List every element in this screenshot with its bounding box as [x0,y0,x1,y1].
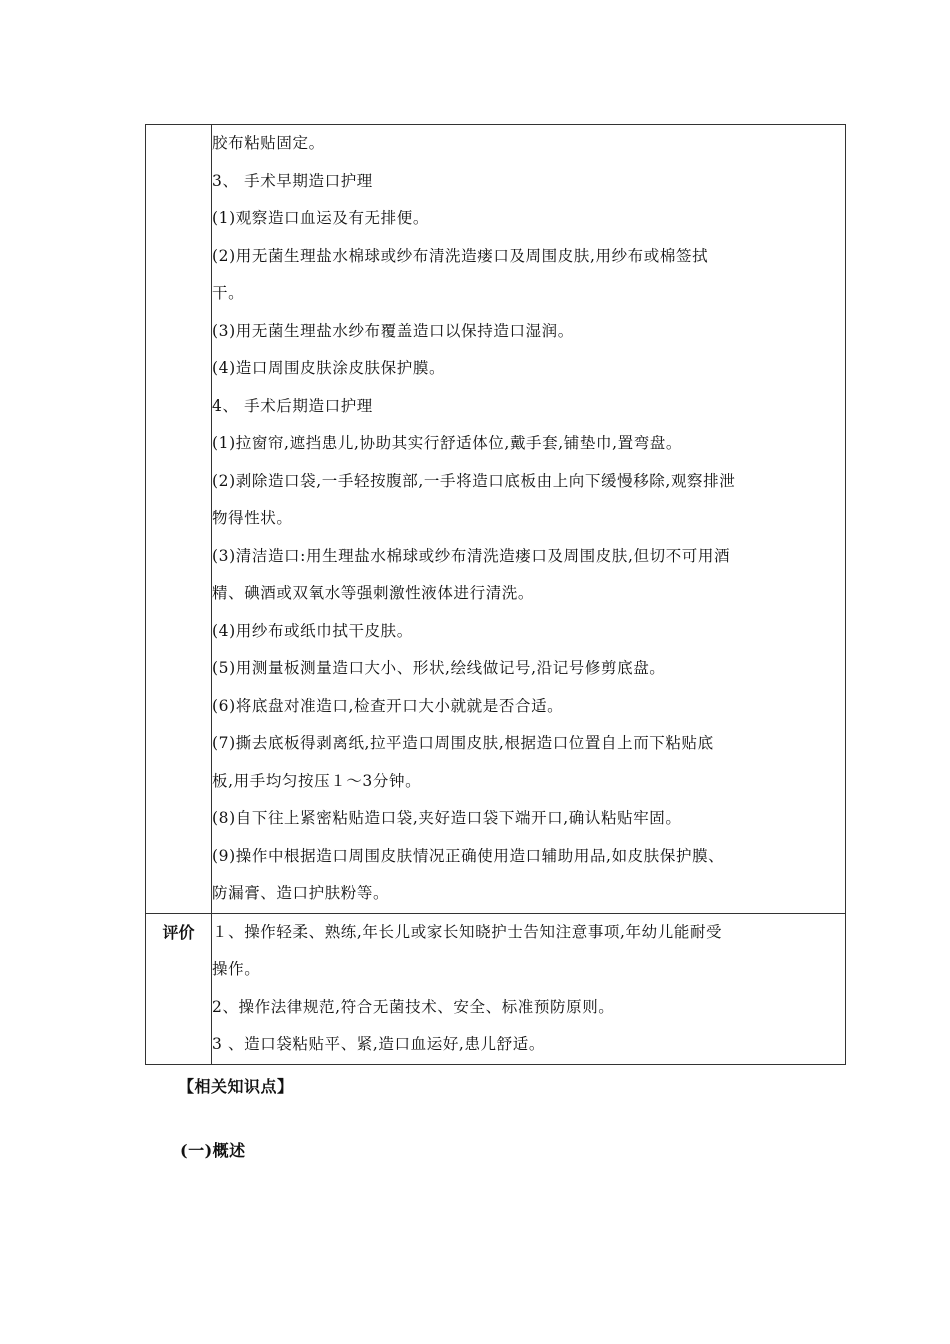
row-content-evaluation [212,913,846,1064]
text-line: 物得性状。 [212,509,293,527]
text-line: 干。 [212,284,245,302]
text-line: 3、 手术早期造口护理 [212,171,373,190]
text-line: 板,用手均匀按压１～3分钟。 [212,771,422,790]
table-row-steps [146,125,846,914]
text-line: (3)清洁造口:用生理盐水棉球或纱布清洗造瘘口及周围皮肤,但切不可用酒 [212,546,731,565]
text-line: (5)用测量板测量造口大小、形状,绘线做记号,沿记号修剪底盘。 [212,659,666,677]
text-line: (1)拉窗帘,遮挡患儿,协助其实行舒适体位,戴手套,铺垫巾,置弯盘。 [212,434,682,452]
text-line: (6)将底盘对准造口,检查开口大小就就是否合适。 [212,696,564,715]
text-line: (8)自下往上紧密粘贴造口袋,夹好造口袋下端开口,确认粘贴牢固。 [212,809,682,827]
text-line: (1)观察造口血运及有无排便。 [212,209,429,227]
text-line: 防漏膏、造口护肤粉等。 [212,884,390,902]
text-line: (4)用纱布或纸巾拭干皮肤。 [212,621,413,640]
text-line: 精、碘酒或双氧水等强刺激性液体进行清洗。 [212,584,535,602]
row-label-evaluation: 评价 [146,913,212,1064]
text-line: (7)撕去底板得剥离纸,拉平造口周围皮肤,根据造口位置自上而下粘贴底 [212,734,714,752]
text-line: 3 、造口袋粘贴平、紧,造口血运好,患儿舒适。 [212,1035,545,1053]
text-line: 操作。 [212,960,261,978]
text-line: (4)造口周围皮肤涂皮肤保护膜。 [212,359,446,377]
text-line: (2)剥除造口袋,一手轻按腹部,一手将造口底板由上向下缓慢移除,观察排泄 [212,471,736,490]
table-row-evaluation [146,913,846,1064]
text-line: (9)操作中根据造口周围皮肤情况正确使用造口辅助用品,如皮肤保护膜、 [212,846,725,865]
text-line: (3)用无菌生理盐水纱布覆盖造口以保持造口湿润。 [212,321,574,340]
section-heading-knowledge: 【相关知识点】 [178,1077,294,1096]
text-line: 胶布粘贴固定。 [212,134,325,152]
row-content-steps [212,125,846,914]
row-label-steps [146,125,212,914]
procedure-table [145,124,846,1065]
text-line: 4、 手术后期造口护理 [212,396,373,415]
text-line: (2)用无菌生理盐水棉球或纱布清洗造瘘口及周围皮肤,用纱布或棉签拭 [212,246,709,265]
section-heading-overview: (一)概述 [180,1141,246,1160]
text-line: １、操作轻柔、熟练,年长儿或家长知晓护士告知注意事项,年幼儿能耐受 [212,922,723,941]
text-line: 2、操作法律规范,符合无菌技术、安全、标准预防原则。 [212,997,615,1016]
